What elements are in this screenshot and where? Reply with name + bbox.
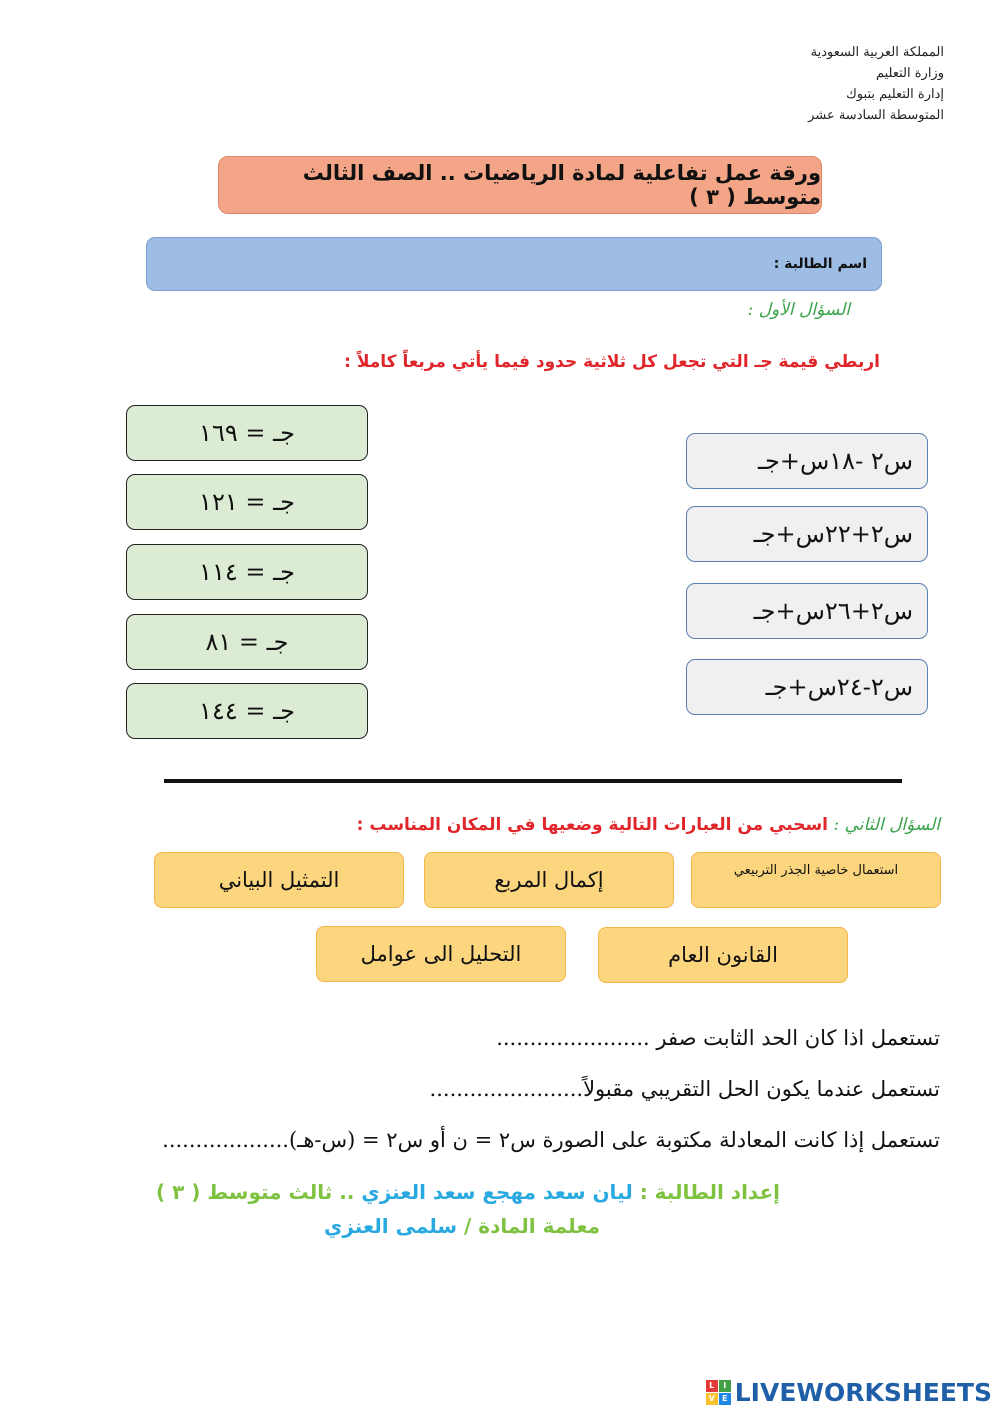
- match-expression-text: س٢+٢٦س+جـ: [753, 597, 913, 625]
- prepared-by-name: ليان سعد مهجع سعد العنزي: [361, 1180, 633, 1204]
- logo-letter: I: [719, 1380, 731, 1392]
- match-answer-121[interactable]: [126, 474, 368, 530]
- prepared-by-label: إعداد الطالبة :: [639, 1180, 780, 1204]
- match-answer-text: جـ = ١٤٤: [199, 697, 295, 725]
- teacher-label: معلمة المادة /: [464, 1214, 600, 1238]
- logo-letter: L: [706, 1380, 718, 1392]
- school-header: [624, 42, 944, 126]
- logo-letter: E: [719, 1393, 731, 1405]
- logo-letter: V: [706, 1393, 718, 1405]
- match-answer-169[interactable]: [126, 405, 368, 461]
- section-divider: [164, 779, 902, 783]
- drag-option-complete-square[interactable]: [424, 852, 674, 908]
- prepared-by: [156, 1180, 780, 1204]
- drag-option-square-root[interactable]: [691, 852, 941, 908]
- liveworksheets-logo: [706, 1378, 992, 1407]
- match-expression-text: س٢ -١٨س+جـ: [758, 447, 913, 475]
- match-expression-1[interactable]: [686, 433, 928, 489]
- worksheet-title: [218, 156, 822, 214]
- drop-statement-3[interactable]: تستعمل إذا كانت المعادلة مكتوبة على الصورة س٢ = ن أو س٢ = (س-هـ)...................: [162, 1128, 940, 1152]
- question2-instruction: اسحبي من العبارات التالية وضعيها في المكان المناسب :: [356, 815, 829, 835]
- match-expression-4[interactable]: [686, 659, 928, 715]
- student-name-field[interactable]: [146, 237, 882, 291]
- match-expression-text: س٢+٢٢س+جـ: [753, 520, 913, 548]
- match-expression-2[interactable]: [686, 506, 928, 562]
- drag-option-text: التمثيل البياني: [218, 868, 340, 892]
- match-answer-81[interactable]: [126, 614, 368, 670]
- student-name-label: اسم الطالبة :: [773, 256, 867, 272]
- teacher-credit: [324, 1214, 600, 1238]
- match-answer-text: جـ = ١٦٩: [199, 419, 295, 447]
- header-line-school: المتوسطة السادسة عشر: [808, 108, 944, 123]
- drag-option-text: التحليل الى عوامل: [360, 942, 522, 966]
- match-answer-text: جـ = ١٢١: [199, 488, 295, 516]
- match-answer-114[interactable]: [126, 544, 368, 600]
- header-line-country: المملكة العربية السعودية: [810, 45, 944, 60]
- match-answer-text: جـ = ٨١: [205, 628, 289, 656]
- question1-label: السؤال الأول :: [747, 300, 850, 320]
- drag-option-text: القانون العام: [668, 943, 778, 967]
- drag-option-text: إكمال المربع: [494, 868, 604, 892]
- liveworksheets-logo-icon: [706, 1380, 731, 1405]
- match-expression-3[interactable]: [686, 583, 928, 639]
- match-answer-144[interactable]: [126, 683, 368, 739]
- header-line-directorate: إدارة التعليم بتبوك: [846, 87, 944, 102]
- match-expression-text: س٢-٢٤س+جـ: [765, 673, 913, 701]
- question1-instruction: اربطي قيمة جـ التي تجعل كل ثلاثية حدود فيما يأتي مربعاً كاملاً :: [344, 352, 880, 372]
- drop-statement-1[interactable]: تستعمل اذا كان الحد الثابت صفر .......................: [496, 1026, 940, 1050]
- drag-option-text: استعمال خاصية الجذر التربيعي: [733, 863, 899, 878]
- teacher-name: سلمى العنزي: [324, 1214, 458, 1238]
- drag-option-general-formula[interactable]: [598, 927, 848, 983]
- prepared-by-suffix: .. ثالث متوسط ( ٣ ): [156, 1180, 355, 1204]
- question2-header: [357, 815, 940, 835]
- drag-option-factoring[interactable]: [316, 926, 566, 982]
- question2-label: السؤال الثاني :: [833, 815, 940, 835]
- match-answer-text: جـ = ١١٤: [199, 558, 295, 586]
- worksheet-title-text: ورقة عمل تفاعلية لمادة الرياضيات .. الصف الثالث متوسط ( ٣ ): [302, 161, 821, 209]
- drop-statement-2[interactable]: تستعمل عندما يكون الحل التقريبي مقبولاً.......................: [429, 1077, 940, 1101]
- liveworksheets-logo-text: LIVEWORKSHEETS: [734, 1378, 992, 1407]
- drag-option-graphing[interactable]: [154, 852, 404, 908]
- header-line-ministry: وزارة التعليم: [875, 66, 944, 81]
